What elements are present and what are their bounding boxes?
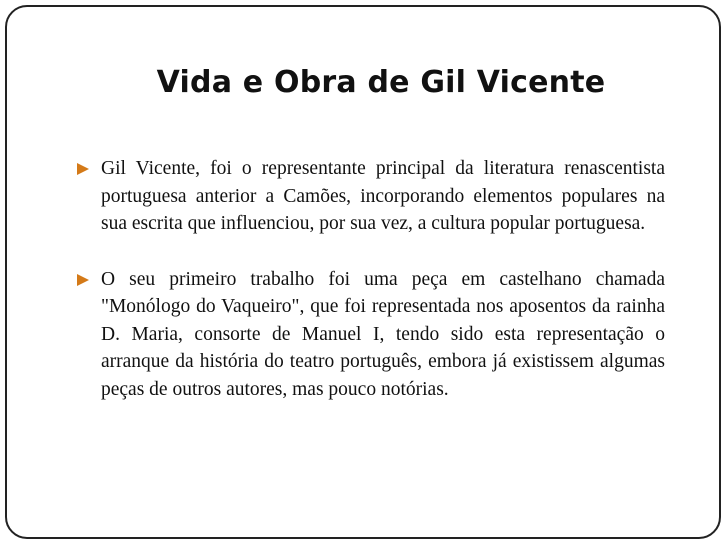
slide-content	[77, 155, 665, 431]
slide-title: Vida e Obra de Gil Vicente	[156, 65, 606, 100]
bullet-text-2: O seu primeiro trabalho foi uma peça em castelhano chamada "Monólogo do Vaqueiro", que foi representada nos aposentos da rainha D. Maria, consorte de Manuel I, tendo sido esta representação o arranque da história do teatro português, embora já existissem algumas peças de outros autores, mas pouco notórias.	[101, 268, 665, 400]
bullet-text-1: Gil Vicente, foi o representante principal da literatura renascentista portuguesa anterior a Camões, incorporando elementos populares na sua escrita que influenciou, por sua vez, a cultura popular portuguesa.	[101, 158, 665, 234]
bullet-item-1	[77, 155, 665, 238]
arrow-bullet-icon	[77, 163, 89, 175]
arrow-bullet-icon	[77, 274, 89, 286]
slide-frame	[5, 5, 721, 539]
bullet-item-2	[77, 266, 665, 404]
